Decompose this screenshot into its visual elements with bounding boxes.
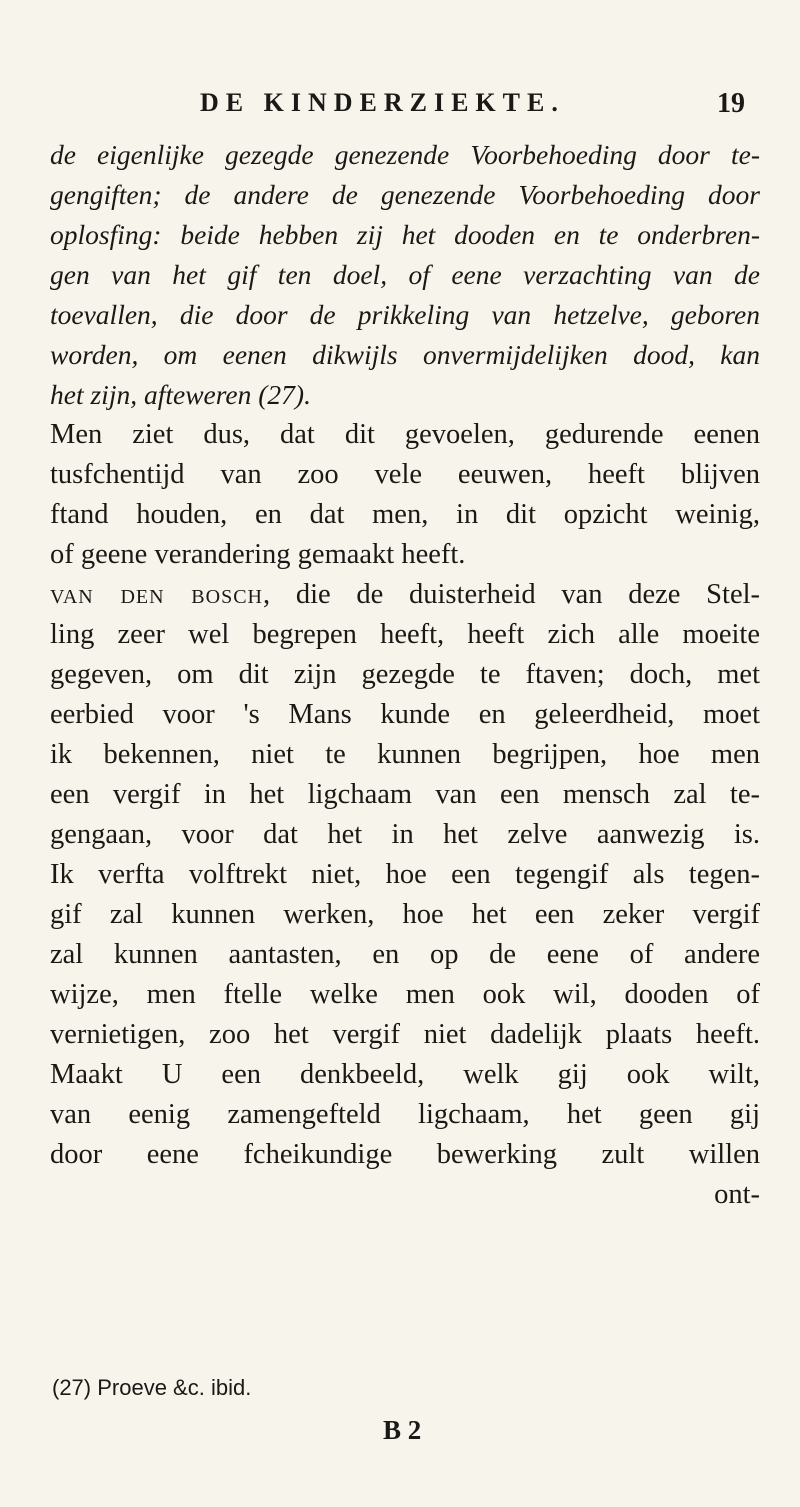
catchword: ont- xyxy=(714,1179,760,1210)
footnote: (27) Proeve &c. ibid. xyxy=(52,1375,252,1400)
text-line: toevallen, die door de prikkeling van hetzelve, geboren xyxy=(50,299,760,330)
text-line: door eene fcheikundige bewerking zult willen xyxy=(50,1139,760,1170)
body-text xyxy=(50,135,760,1215)
text-line: oplosfing: beide hebben zij het dooden en te onderbren- xyxy=(50,219,760,250)
text-line xyxy=(50,575,760,615)
text-fragment: , die de duisterheid van deze Stel- xyxy=(263,579,761,610)
text-line: de eigenlijke gezegde genezende Voorbehoeding door te- xyxy=(50,139,760,170)
text-line: gegeven, om dit zijn gezegde te ftaven; doch, met xyxy=(50,659,760,690)
page-number: 19 xyxy=(717,88,745,119)
text-line: gen van het gif ten doel, of eene verzachting van de xyxy=(50,259,760,290)
text-line: worden, om eenen dikwijls onvermijdelijken dood, kan xyxy=(50,339,760,370)
text-line: ftand houden, en dat men, in dit opzicht weinig, xyxy=(50,499,760,530)
signature-mark: B 2 xyxy=(383,1415,422,1445)
text-line: ling zeer wel begrepen heeft, heeft zich alle moeite xyxy=(50,619,760,650)
running-title: DE KINDERZIEKTE. xyxy=(200,88,565,117)
text-line: een vergif in het ligchaam van een mensch zal te- xyxy=(50,779,760,810)
text-line: eerbied voor 's Mans kunde en geleerdheid, moet xyxy=(50,699,760,730)
author-name: van den bosch xyxy=(50,579,263,610)
text-line: vernietigen, zoo het vergif niet dadelijk plaats heeft. xyxy=(50,1019,760,1050)
text-line: Ik verfta volftrekt niet, hoe een tegengif als tegen- xyxy=(50,859,760,890)
text-line: of geene verandering gemaakt heeft. xyxy=(50,539,466,570)
running-header xyxy=(200,88,745,128)
text-line: ik bekennen, niet te kunnen begrijpen, hoe men xyxy=(50,739,760,770)
text-line: van eenig zamengefteld ligchaam, het geen gij xyxy=(50,1099,760,1130)
text-line: zal kunnen aantasten, en op de eene of andere xyxy=(50,939,760,970)
text-line: gengaan, voor dat het in het zelve aanwezig is. xyxy=(50,819,760,850)
text-line: Maakt U een denkbeeld, welk gij ook wilt, xyxy=(50,1059,760,1090)
text-line: tusfchentijd van zoo vele eeuwen, heeft blijven xyxy=(50,459,760,490)
text-line: gif zal kunnen werken, hoe het een zeker vergif xyxy=(50,899,760,930)
text-line: wijze, men ftelle welke men ook wil, dooden of xyxy=(50,979,760,1010)
text-line: Men ziet dus, dat dit gevoelen, gedurende eenen xyxy=(50,419,760,450)
text-line: het zijn, afteweren (27). xyxy=(50,379,311,410)
text-line: gengiften; de andere de genezende Voorbehoeding door xyxy=(50,179,760,210)
